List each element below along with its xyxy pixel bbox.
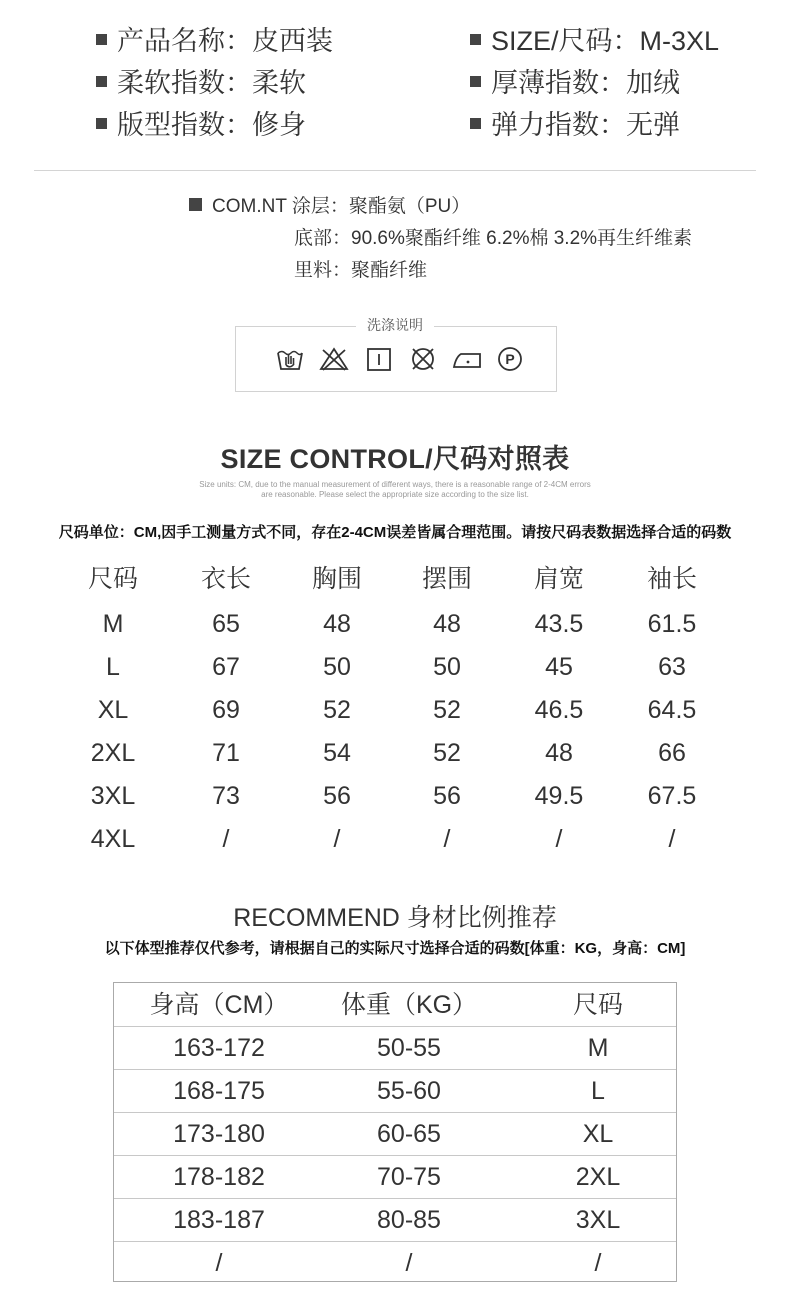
- recommend-table-cell: 50-55: [377, 1034, 441, 1062]
- spec-elasticity: [470, 105, 680, 145]
- recommend-table-cell: /: [405, 1249, 413, 1277]
- size-table-cell: 61.5: [647, 610, 697, 638]
- size-table-cell: 3XL: [90, 782, 136, 810]
- recommend-table-header: 身高（CM）: [149, 991, 289, 1019]
- size-table-cell: 73: [212, 782, 240, 810]
- spec-label: 产品名称：: [117, 26, 252, 56]
- size-note-en-1: Size units: CM, due to the manual measurement of different ways, there is a reasonable range of 2-4CM errors: [199, 480, 591, 489]
- spec-value: M-3XL: [639, 26, 720, 56]
- size-table-cell: 46.5: [534, 696, 584, 724]
- size-table-cell: 4XL: [90, 825, 136, 853]
- size-table-cell: /: [668, 825, 676, 853]
- size-table-cell: 54: [323, 739, 351, 767]
- composition-base: 底部：90.6%聚酯纤维 6.2%棉 3.2%再生纤维素: [294, 228, 693, 249]
- composition-lining: 里料：聚酯纤维: [294, 260, 428, 281]
- table-row-divider: [114, 1241, 676, 1242]
- table-row-divider: [114, 1026, 676, 1027]
- size-table-cell: 66: [658, 739, 686, 767]
- recommend-table-cell: 70-75: [377, 1163, 441, 1191]
- size-table-cell: /: [222, 825, 230, 853]
- size-table-cell: 48: [545, 739, 573, 767]
- recommend-table-cell: 183-187: [173, 1206, 265, 1234]
- tumble-dry-icon: [364, 344, 394, 374]
- size-table-header: 肩宽: [533, 565, 584, 593]
- recommend-table-cell: 60-65: [377, 1120, 441, 1148]
- size-table-cell: 2XL: [90, 739, 136, 767]
- recommend-table-header: 尺码: [572, 991, 623, 1019]
- recommend-table-cell: M: [587, 1034, 609, 1062]
- table-row-divider: [114, 1155, 676, 1156]
- square-bullet-icon: [470, 76, 481, 87]
- recommend-table: [113, 982, 677, 1282]
- spec-label: 版型指数：: [117, 110, 252, 140]
- spec-row: [0, 105, 790, 145]
- composition-prefix: COM.NT: [212, 196, 287, 217]
- washing-title: 洗涤说明: [356, 314, 434, 336]
- recommend-table-cell: XL: [582, 1120, 614, 1148]
- size-table-cell: 49.5: [534, 782, 584, 810]
- size-table-cell: 67.5: [647, 782, 697, 810]
- recommend-table-cell: /: [215, 1249, 223, 1277]
- size-table-cell: /: [555, 825, 563, 853]
- size-table-cell: 50: [433, 653, 461, 681]
- spec-label: 柔软指数：: [117, 68, 252, 98]
- spec-size: [470, 21, 719, 61]
- dry-clean-p-icon: [495, 344, 525, 374]
- size-table-cell: XL: [97, 696, 129, 724]
- spec-value: 无弹: [626, 110, 680, 140]
- recommend-title: RECOMMEND 身材比例推荐: [233, 904, 557, 932]
- size-table-cell: 65: [212, 610, 240, 638]
- spec-value: 皮西装: [252, 26, 333, 56]
- recommend-table-cell: 173-180: [173, 1120, 265, 1148]
- size-table-cell: M: [102, 610, 124, 638]
- size-table-cell: 48: [433, 610, 461, 638]
- size-table-cell: 52: [323, 696, 351, 724]
- do-not-tumble-dry-icon: [408, 344, 438, 374]
- size-note-en-2: are reasonable. Please select the appropriate size according to the size list.: [261, 490, 529, 499]
- spec-label: 弹力指数：: [491, 110, 626, 140]
- square-bullet-icon: [96, 34, 107, 45]
- spec-thickness: [470, 63, 680, 103]
- size-table-cell: 56: [323, 782, 351, 810]
- square-bullet-icon: [189, 198, 202, 211]
- size-table-cell: 71: [212, 739, 240, 767]
- dry-clean-letter: P: [505, 351, 515, 367]
- size-table-cell: 56: [433, 782, 461, 810]
- recommend-table-cell: 55-60: [377, 1077, 441, 1105]
- spec-row: [0, 21, 790, 61]
- composition-coating-text: 涂层：聚酯氨（PU）: [291, 196, 471, 217]
- size-table-cell: 48: [323, 610, 351, 638]
- table-row-divider: [114, 1112, 676, 1113]
- size-table-cell: 63: [658, 653, 686, 681]
- spec-value: 修身: [252, 110, 306, 140]
- size-table-header: 袖长: [646, 565, 697, 593]
- size-table-cell: 43.5: [534, 610, 584, 638]
- recommend-note: 以下体型推荐仅代参考，请根据自己的实际尺寸选择合适的码数[体重：KG，身高：CM]: [104, 940, 686, 957]
- composition-coating: [189, 192, 470, 222]
- size-table-header: 胸围: [311, 565, 362, 593]
- spec-value: 柔软: [252, 68, 306, 98]
- spec-label: SIZE/尺码：: [491, 26, 640, 56]
- square-bullet-icon: [96, 118, 107, 129]
- size-table-cell: /: [443, 825, 451, 853]
- size-table-cell: 64.5: [647, 696, 697, 724]
- spec-label: 厚薄指数：: [491, 68, 626, 98]
- recommend-table-cell: 163-172: [173, 1034, 265, 1062]
- divider: [34, 170, 756, 171]
- spec-value: 加绒: [626, 68, 680, 98]
- recommend-table-cell: 3XL: [575, 1206, 621, 1234]
- size-table-cell: 50: [323, 653, 351, 681]
- size-table-cell: 67: [212, 653, 240, 681]
- spec-softness: [96, 63, 306, 103]
- size-control-title: SIZE CONTROL/尺码对照表: [220, 444, 570, 474]
- size-unit-note: 尺码单位：CM,因手工测量方式不同，存在2-4CM误差皆属合理范围。请按尺码表数据选择合适的码数: [58, 524, 732, 541]
- recommend-table-header: 体重（KG）: [340, 991, 478, 1019]
- size-table-header: 摆围: [421, 565, 472, 593]
- size-table-header: 尺码: [87, 565, 138, 593]
- square-bullet-icon: [96, 76, 107, 87]
- square-bullet-icon: [470, 118, 481, 129]
- spec-product-name: [96, 21, 333, 61]
- spec-fit: [96, 105, 306, 145]
- square-bullet-icon: [470, 34, 481, 45]
- table-row-divider: [114, 1069, 676, 1070]
- recommend-table-cell: /: [594, 1249, 602, 1277]
- recommend-table-cell: 178-182: [173, 1163, 265, 1191]
- hand-wash-icon: [275, 344, 305, 374]
- table-row-divider: [114, 1198, 676, 1199]
- size-table-cell: 52: [433, 696, 461, 724]
- size-table-header: 衣长: [200, 565, 251, 593]
- iron-icon: [452, 344, 482, 374]
- size-table-cell: /: [333, 825, 341, 853]
- spec-row: [0, 63, 790, 103]
- recommend-table-cell: 168-175: [173, 1077, 265, 1105]
- size-table-cell: 45: [545, 653, 573, 681]
- recommend-table-cell: L: [591, 1077, 605, 1105]
- size-table-cell: L: [106, 653, 120, 681]
- recommend-table-cell: 80-85: [377, 1206, 441, 1234]
- do-not-bleach-icon: [319, 344, 349, 374]
- recommend-table-cell: 2XL: [575, 1163, 621, 1191]
- size-table-cell: 52: [433, 739, 461, 767]
- size-table-cell: 69: [212, 696, 240, 724]
